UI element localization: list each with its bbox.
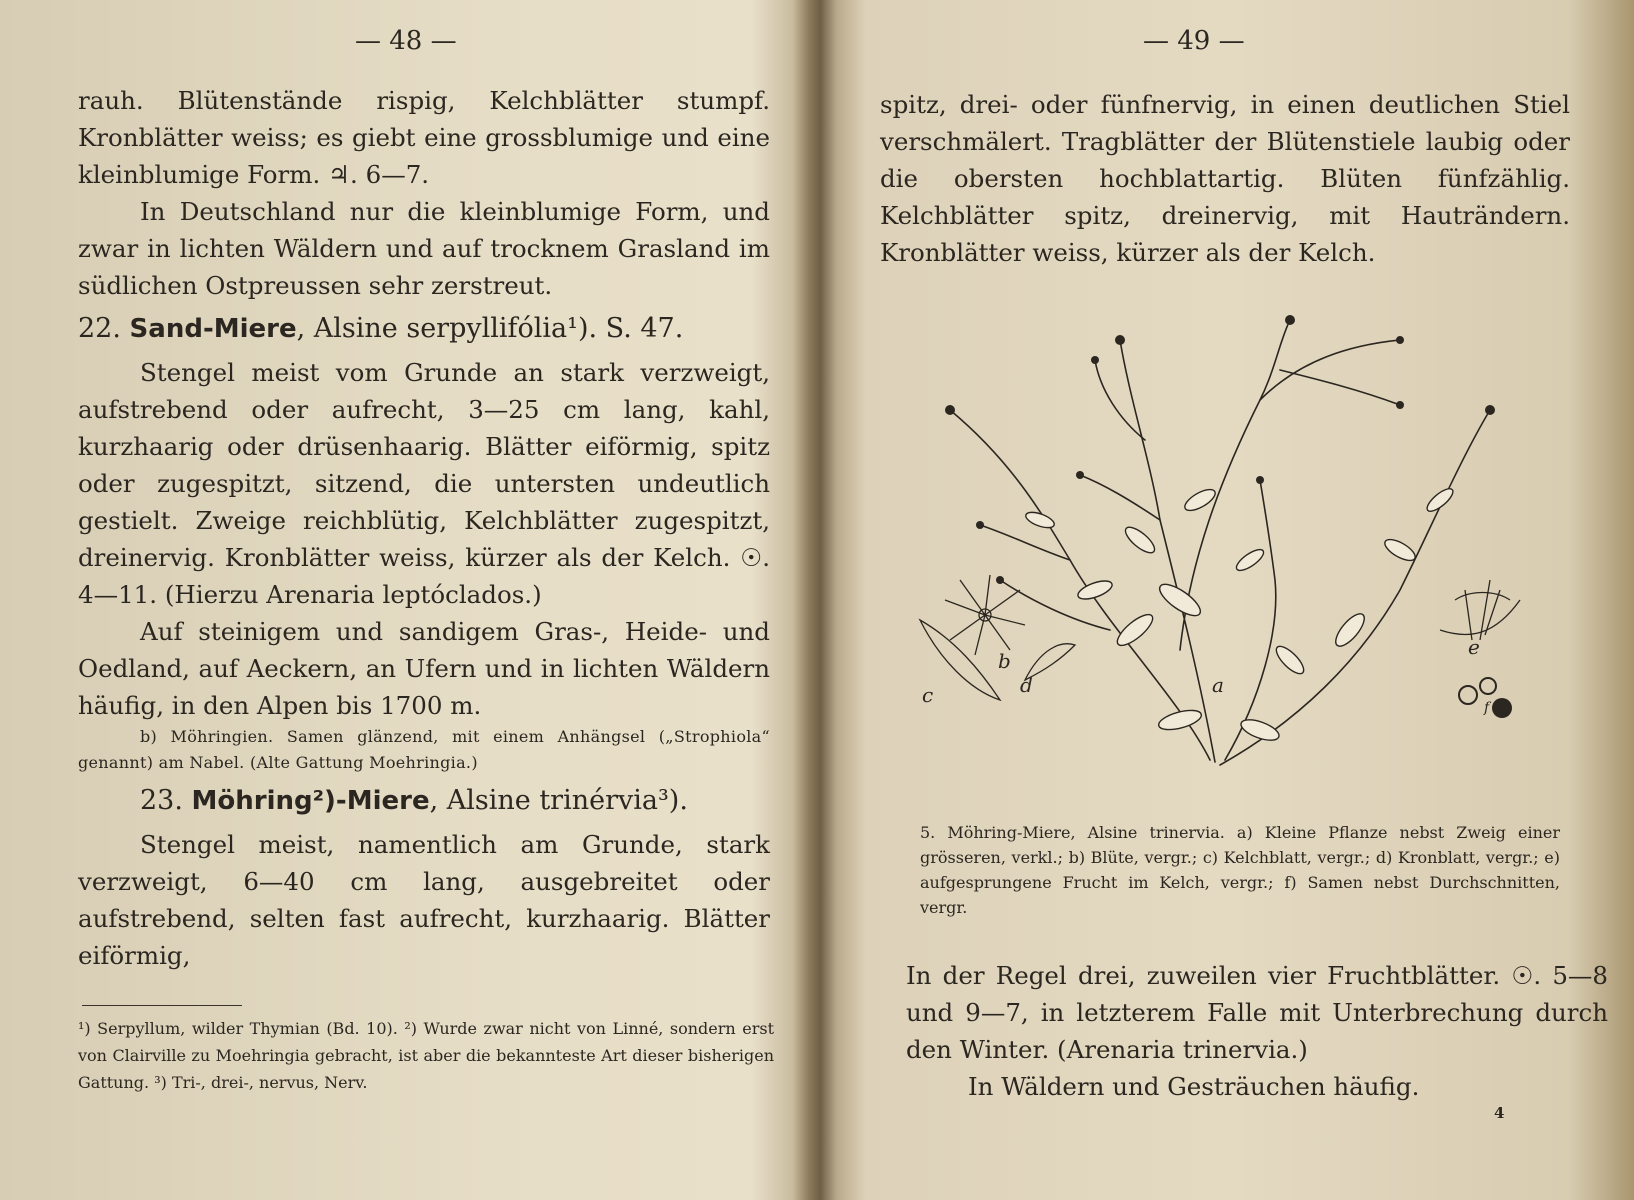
branch-mid — [1080, 360, 1160, 520]
label-b: b — [998, 649, 1011, 673]
left-page-text — [78, 82, 770, 974]
right-para-3: In Wäldern und Gesträuchen häufig. — [968, 1072, 1420, 1101]
leaf — [1424, 485, 1456, 515]
right-para-1: spitz, drei- oder fünfnervig, in einen deutlichen Stiel verschmälert. Tragblätter der Blütenstiele laubig oder die obersten hochblattartig. Blüten fünfzählig. Kelchblätter spitz, dreinervig, mit Hauträndern. Kronblätter weiss, kürzer als der Kelch. — [880, 90, 1570, 267]
right-para-2: In der Regel drei, zuweilen vier Fruchtblätter. ☉. 5—8 und 9—7, in letzterem Falle mit Unterbrechung durch den Winter. (Arenaria trinervia.) — [906, 961, 1608, 1064]
left-page — [0, 0, 810, 1200]
stem-center — [1225, 480, 1276, 760]
left-para-2: In Deutschland nur die kleinblumige Form, und zwar in lichten Wäldern und auf trocknem Grasland im südlichen Ostpreussen sehr zerstreut. — [78, 197, 770, 300]
left-para-4: Auf steinigem und sandigem Gras-, Heide- und Oedland, auf Aeckern, an Ufern und in lichten Wäldern häufig, in den Alpen bis 1700 m. — [78, 617, 770, 720]
stem-right — [1220, 410, 1490, 765]
label-e: e — [1468, 635, 1480, 659]
entry-23-heading — [78, 780, 770, 822]
stem-mid2 — [1180, 320, 1290, 650]
leaf — [1382, 535, 1418, 564]
leaf — [1113, 610, 1157, 651]
entry-23-rest: , Alsine trinérvia³). — [429, 785, 688, 816]
branch-top — [1260, 340, 1400, 405]
stem-mid — [1120, 340, 1215, 762]
entry-23-name: Möhring²)-Miere — [191, 786, 430, 816]
detail-fruit-e — [1440, 580, 1520, 640]
label-c: c — [922, 683, 934, 707]
entry-22-heading — [78, 308, 770, 350]
left-para-3: Stengel meist vom Grunde an stark verzweigt, aufstrebend oder aufrecht, 3—25 cm lang, kahl, kurzhaarig oder drüsenhaarig. Blätter eiförmig, spitz oder zugespitzt, sitzend, die untersten undeutlich gestielt. Zweige reichblütig, Kelchblätter zugespitzt, dreinervig. Kronblätter weiss, kürzer als der Kelch. ☉. 4—11. (Hierzu Arenaria leptóclados.) — [78, 358, 770, 609]
leaf — [1122, 523, 1159, 557]
leaf — [1233, 546, 1266, 574]
entry-22-rest: , Alsine serpyllifólia¹). S. 47. — [296, 313, 684, 344]
page-number-right: — 49 — — [1143, 26, 1245, 56]
signature-mark: 4 — [1494, 1104, 1505, 1122]
moehringia-note: b) Möhringien. Samen glänzend, mit einem Anhängsel („Strophiola“ genannt) am Nabel. (Alte Gattung Moehringia.) — [78, 727, 770, 772]
footnotes: ¹) Serpyllum, wilder Thymian (Bd. 10). ²) Wurde zwar nicht von Linné, sondern erst von Clairville zu Moehringia gebracht, ist aber die bekannteste Art dieser bisherigen Gattung. ³) Tri-, drei-, nervus, Nerv. — [78, 1019, 774, 1092]
detail-flower-b — [945, 575, 1025, 655]
entry-22-number: 22. — [78, 313, 121, 344]
left-para-5: Stengel meist, namentlich am Grunde, stark verzweigt, 6—40 cm lang, ausgebreitet oder aufstrebend, selten fast aufrecht, kurzhaarig. Blätter eiförmig, — [78, 830, 770, 970]
label-f: f — [1484, 700, 1490, 716]
entry-23-number: 23. — [140, 785, 183, 816]
right-page — [830, 0, 1634, 1200]
leaf — [1272, 642, 1307, 677]
right-page-bottom-text — [906, 957, 1608, 1105]
footnote-rule — [82, 1005, 242, 1006]
figure-caption: 5. Möhring-Miere, Alsine trinervia. a) Kleine Pflanze nebst Zweig einer grösseren, verkl.; b) Blüte, vergr.; c) Kelchblatt, vergr.; d) Kronblatt, vergr.; e) aufgesprungene Frucht im Kelch, vergr.; f) Samen nebst Durchschnitten, vergr. — [920, 823, 1560, 917]
entry-22-name: Sand-Miere — [129, 314, 297, 344]
label-d: d — [1020, 673, 1033, 697]
left-para-1: rauh. Blütenstände rispig, Kelchblätter stumpf. Kronblätter weiss; es giebt eine grossblumige und eine kleinblumige Form. ♃. 6—7. — [78, 86, 770, 189]
leaf — [1155, 579, 1205, 621]
plant-illustration — [880, 300, 1580, 820]
page-number-left: — 48 — — [355, 26, 457, 56]
label-a: a — [1212, 673, 1224, 697]
